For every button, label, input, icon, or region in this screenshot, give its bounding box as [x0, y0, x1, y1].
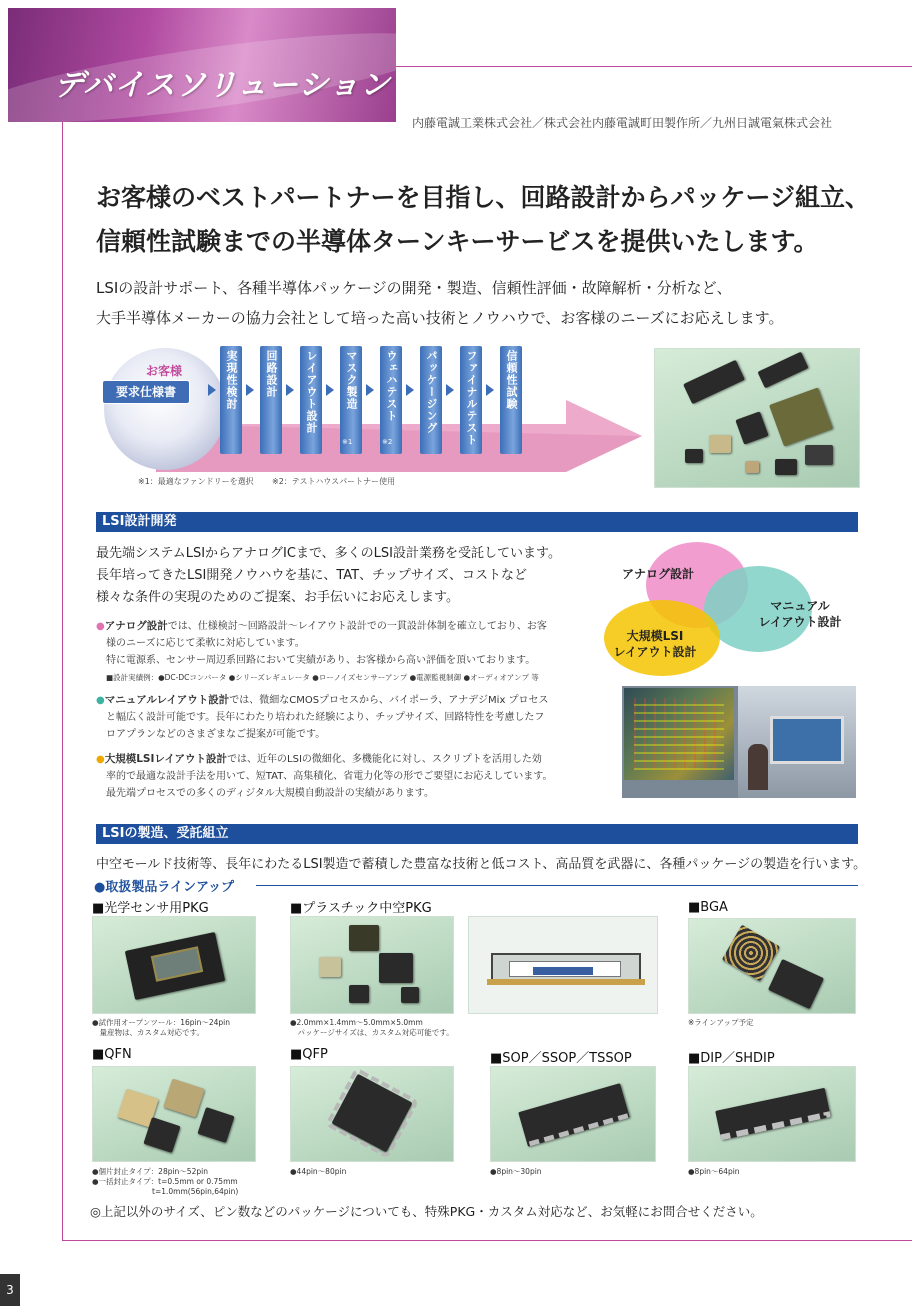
pkg-qfp-photo: [290, 1066, 454, 1162]
pkg-qfp-title: ■QFP: [290, 1047, 328, 1062]
flow-step-2: 回路設計: [260, 346, 282, 454]
flow-step-6: パッケージング: [420, 346, 442, 454]
analog-paragraph: ●アナログ設計では、仕様検討～回路設計～レイアウト設計での一貫設計体制を確立しており、お客 様のニーズに応じて柔軟に対応しています。 特に電源系、センサー周辺系回路において実績があり、お客様から高い評価を頂いております。 ■設計実績例：●DC-DCコンバータ ●シリーズレギュレータ ●ローノイズセンサーアンプ ●電源監視制御 ●オーディオアンプ 等: [96, 620, 547, 682]
design-intro-1: 最先端システムLSIからアナログICまで、多くのLSI設計業務を受託しています。: [96, 546, 561, 561]
company-names: 内藤電誠工業株式会社／株式会社内藤電誠町田製作所／九州日誠電氣株式会社: [412, 116, 833, 130]
manual-paragraph: ●マニュアルレイアウト設計では、微細なCMOSプロセスから、バイポーラ、アナデジMix プロセス と幅広く設計可能です。長年にわたり培われた経験により、チップサイズ、回路特性を考慮したフ ロアプランなどのさまざまなご提案が可能です。: [96, 694, 549, 740]
flow-note-2: ※2：テストハウスパートナー使用: [272, 477, 396, 486]
pkg-plastic-title: ■プラスチック中空PKG: [290, 901, 432, 916]
venn-analog-label: アナログ設計: [622, 567, 695, 581]
design-intro-3: 様々な条件の実現のためのご提案、お手伝いにお応えします。: [96, 590, 459, 605]
flow-step-7: ファイナルテスト: [460, 346, 482, 454]
pkg-sop-title: ■SOP／SSOP／TSSOP: [490, 1051, 632, 1066]
pkg-optical-title: ■光学センサ用PKG: [92, 901, 209, 916]
closing-note: ◎上記以外のサイズ、ピン数などのパッケージについても、特殊PKG・カスタム対応など、お気軽にお問合せください。: [90, 1204, 763, 1219]
flow-chevron-icon: [406, 384, 414, 396]
large-paragraph: ●大規模LSIレイアウト設計では、近年のLSIの微細化、多機能化に対し、スクリプトを活用した効 率的で最適な設計手法を用いて、短TAT、高集積化、省電力化等の形でご要望にお応えしています。 最先端プロセスでの多くのディジタル大規模自動設計の実績があります。: [96, 753, 553, 799]
pkg-qfp-notes: ●44pin～80pin: [290, 1167, 347, 1176]
flow-chevron-icon: [326, 384, 334, 396]
pkg-dip-photo: [688, 1066, 856, 1162]
page-number: 3: [0, 1274, 20, 1306]
pkg-qfn-photo: [92, 1066, 256, 1162]
flow-chevron-icon: [366, 384, 374, 396]
frame-line-top: [396, 66, 912, 67]
design-venn-diagram: [600, 540, 856, 680]
manufacturing-intro: 中空モールド技術等、長年にわたるLSI製造で蓄積した豊富な技術と低コスト、高品質を武器に、各種パッケージの製造を行います。: [96, 857, 867, 872]
lineup-heading: ●取扱製品ラインアップ: [94, 880, 235, 895]
pkg-optical-notes: ●試作用オープンツール：16pin～24pin 量産物は、カスタム対応です。: [92, 1018, 231, 1037]
pkg-sop-photo: [490, 1066, 656, 1162]
large-title: 大規模LSIレイアウト設計: [104, 753, 228, 765]
pkg-plastic-photo: [290, 916, 454, 1014]
pkg-qfn-notes: ●個片封止タイプ：28pin～52pin ●一括封止タイプ：t=0.5mm or 0.75mm t=1.0mm(56pin,64pin): [92, 1167, 239, 1196]
pkg-dip-title: ■DIP／SHDIP: [688, 1051, 775, 1066]
spec-box: 要求仕様書: [102, 380, 190, 404]
venn-manual-label: マニュアル レイアウト設計: [758, 599, 842, 629]
chips-photo: [654, 348, 860, 488]
flow-step-1: 実現性検討: [220, 346, 242, 454]
flow-chevron-icon: [208, 384, 216, 396]
flow-step-5: ウェハテスト: [380, 346, 402, 454]
flow-chevron-icon: [446, 384, 454, 396]
section-lsi-manufacturing: LSIの製造、受託組立: [96, 824, 858, 844]
venn-large-label: 大規模LSI レイアウト設計: [613, 629, 697, 659]
flow-note-1: ※1：最適なファンドリーを選択: [138, 477, 254, 486]
frame-line-bottom: [62, 1240, 912, 1241]
flow-chevron-icon: [286, 384, 294, 396]
flow-chevron-icon: [486, 384, 494, 396]
flow-step-mark-4: ※1: [342, 438, 353, 446]
pkg-qfn-title: ■QFN: [92, 1047, 132, 1062]
design-workstation-photo: [622, 686, 856, 798]
flow-step-8: 信頼性試験: [500, 346, 522, 454]
analog-title: アナログ設計: [104, 620, 168, 632]
pkg-optical-photo: [92, 916, 256, 1014]
frame-line-left: [62, 122, 63, 1240]
design-intro-2: 長年培ってきたLSI開発ノウハウを基に、TAT、チップサイズ、コストなど: [96, 568, 528, 583]
pkg-cross-section-diagram: [468, 916, 658, 1014]
flow-chevron-icon: [246, 384, 254, 396]
client-label: お客様: [145, 364, 182, 378]
flow-step-mark-5: ※2: [382, 438, 393, 446]
pkg-dip-notes: ●8pin～64pin: [688, 1167, 740, 1176]
section-lsi-design: LSI設計開発: [96, 512, 858, 532]
flow-step-4: マスク製造: [340, 346, 362, 454]
headline-line-2: 信頼性試験までの半導体ターンキーサービスを提供いたします。: [96, 227, 819, 256]
lineup-rule: [256, 885, 858, 886]
pkg-bga-notes: ※ラインアップ予定: [688, 1018, 754, 1027]
manual-title: マニュアルレイアウト設計: [104, 694, 230, 706]
lead-line-1: LSIの設計サポート、各種半導体パッケージの開発・製造、信頼性評価・故障解析・分析など、: [96, 279, 732, 297]
flow-step-3: レイアウト設計: [300, 346, 322, 454]
headline-line-1: お客様のベストパートナーを目指し、回路設計からパッケージ組立、: [96, 183, 871, 212]
pkg-sop-notes: ●8pin～30pin: [490, 1167, 542, 1176]
pkg-bga-title: ■BGA: [688, 900, 728, 915]
pkg-plastic-notes: ●2.0mm×1.4mm～5.0mm×5.0mm パッケージサイズは、カスタム対応可能です。: [290, 1018, 454, 1037]
page-title: デバイスソリューション: [54, 68, 391, 103]
lead-line-2: 大手半導体メーカーの協力会社として培った高い技術とノウハウで、お客様のニーズにお応えします。: [96, 309, 784, 327]
pkg-bga-photo: [688, 918, 856, 1014]
